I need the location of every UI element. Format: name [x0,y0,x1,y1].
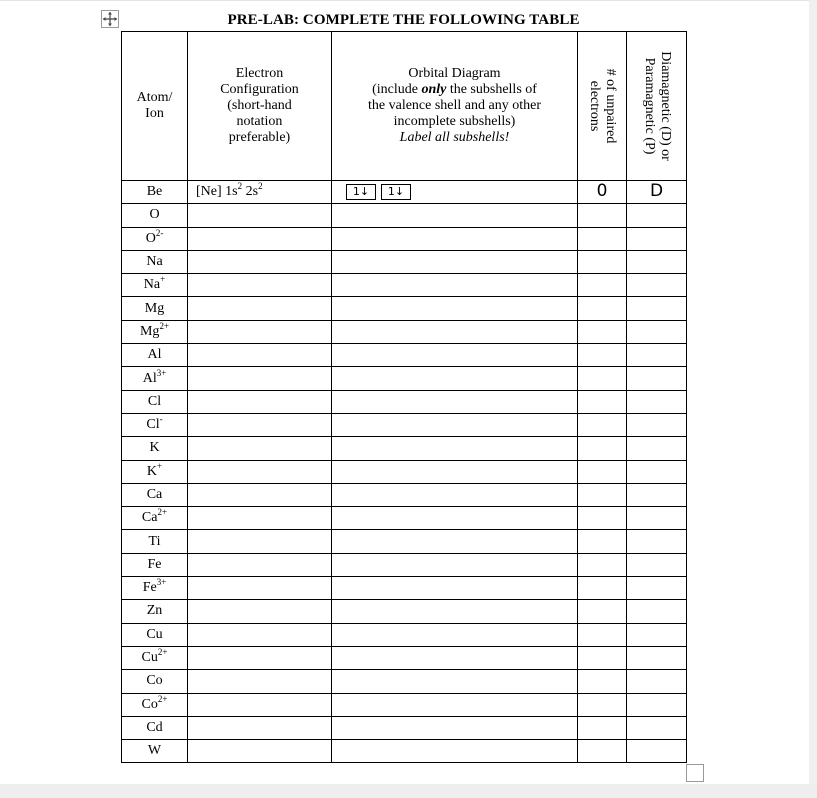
config-text: 2s [242,184,259,200]
electron-configuration-cell[interactable] [188,390,332,413]
atom-symbol: Mg [144,300,165,316]
header-orbital-text: the subshells of [446,82,537,97]
atom-ion-cell [122,297,188,320]
unpaired-electrons-cell[interactable] [578,204,627,227]
table-resize-handle[interactable] [686,764,704,782]
table-row [122,740,687,763]
table-row [122,437,687,460]
ion-charge: + [160,274,166,285]
atom-ion-cell [122,274,188,297]
atom-ion-cell [122,646,188,669]
table-row [122,204,687,227]
header-atom-ion [122,32,188,181]
header-config-line: notation [236,114,283,129]
orbital-diagram-cell[interactable] [332,600,578,623]
ion-charge: 2+ [157,693,168,704]
table-row [122,577,687,600]
electron-configuration-cell[interactable] [188,367,332,390]
magnetic-cell[interactable] [627,367,687,390]
magnetic-cell[interactable] [627,320,687,343]
header-orbital-line [332,82,577,98]
table-row [122,553,687,576]
atom-ion-cell [122,600,188,623]
ion-charge: 2- [155,227,164,238]
header-magnetic-line: Paramagnetic (P) [641,57,657,155]
unpaired-electrons-cell[interactable] [578,507,627,530]
magnetic-cell[interactable] [627,716,687,739]
magnetic-cell[interactable] [627,413,687,436]
magnetic-cell[interactable] [627,181,687,204]
orbital-diagram-cell[interactable] [332,227,578,250]
atom-symbol: K [149,440,160,456]
orbital-diagram-cell[interactable] [332,577,578,600]
table-move-handle-icon[interactable] [101,10,119,28]
magnetic-cell[interactable] [627,600,687,623]
magnetic-cell[interactable] [627,740,687,763]
unpaired-electrons-cell[interactable] [578,274,627,297]
orbital-diagram-cell[interactable] [332,623,578,646]
orbital-diagram-cell[interactable] [332,437,578,460]
electron-configuration-cell[interactable] [188,204,332,227]
orbital-diagram-cell[interactable] [332,390,578,413]
orbital-diagram-cell[interactable] [332,693,578,716]
header-unpaired-electrons [578,32,627,181]
magnetic-cell[interactable] [627,530,687,553]
orbital-diagram-cell[interactable] [332,181,578,204]
table-row [122,716,687,739]
unpaired-electrons-cell[interactable] [578,600,627,623]
orbital-diagram-cell[interactable] [332,204,578,227]
magnetic-cell[interactable] [627,390,687,413]
orbital-diagram-cell[interactable] [332,367,578,390]
table-row [122,227,687,250]
header-magnetic-line: Diamagnetic (D) or [657,51,673,161]
orbital-diagram-cell[interactable] [332,320,578,343]
electron-configuration-cell[interactable] [188,623,332,646]
electron-configuration-cell[interactable] [188,437,332,460]
atom-ion-cell [122,227,188,250]
atom-ion-cell [122,577,188,600]
electron-configuration-cell[interactable] [188,181,332,204]
unpaired-electrons-cell[interactable] [578,483,627,506]
atom-ion-cell [122,693,188,716]
electron-configuration-cell[interactable] [188,483,332,506]
table-row [122,344,687,367]
unpaired-count: 0 [596,181,608,202]
electron-configuration-cell[interactable] [188,507,332,530]
atom-ion-cell [122,670,188,693]
table-body [122,181,687,763]
electron-configuration-cell[interactable] [188,716,332,739]
unpaired-electrons-cell[interactable] [578,577,627,600]
table-row [122,181,687,204]
unpaired-electrons-cell[interactable] [578,413,627,436]
header-orbital-text: (include [372,82,422,97]
magnetic-cell[interactable] [627,437,687,460]
orbital-diagram-cell[interactable] [332,413,578,436]
atom-symbol: Al [142,370,157,386]
atom-ion-cell [122,367,188,390]
magnetic-answer: D [649,181,664,202]
prelab-table [121,31,687,763]
page-bottom-bar [0,784,817,798]
unpaired-electrons-cell[interactable] [578,670,627,693]
atom-symbol: Ti [148,533,161,549]
orbital-diagram-cell[interactable] [332,274,578,297]
table-row [122,483,687,506]
table-row [122,367,687,390]
orbital-diagram-cell[interactable] [332,740,578,763]
unpaired-electrons-cell[interactable] [578,623,627,646]
table-row [122,693,687,716]
electron-configuration-cell[interactable] [188,553,332,576]
config-text: [Ne] 1s [196,184,238,200]
magnetic-cell[interactable] [627,507,687,530]
ion-charge: + [157,460,163,471]
orbital-diagram-cell[interactable] [332,646,578,669]
header-config-line: Electron [235,66,284,81]
orbital-diagram-cell[interactable] [332,460,578,483]
atom-symbol: Fe [142,580,157,596]
electron-configuration-cell[interactable] [188,693,332,716]
magnetic-cell[interactable] [627,623,687,646]
atom-symbol: Mg [139,323,160,339]
table-row [122,274,687,297]
magnetic-cell[interactable] [627,460,687,483]
electron-configuration-cell[interactable] [188,460,332,483]
header-unpaired-text [586,69,618,144]
header-atom-line2: Ion [145,106,164,121]
table-row [122,413,687,436]
atom-ion-cell [122,507,188,530]
atom-ion-cell [122,623,188,646]
atom-symbol: Fe [147,556,162,572]
magnetic-cell[interactable] [627,250,687,273]
unpaired-electrons-cell[interactable] [578,530,627,553]
orbital-diagram-cell[interactable] [332,716,578,739]
unpaired-electrons-cell[interactable] [578,646,627,669]
orbital-box: 1↓ [346,184,376,200]
atom-symbol: Co [146,673,163,689]
unpaired-electrons-cell[interactable] [578,740,627,763]
atom-symbol: Cl [146,417,160,433]
electron-configuration-cell[interactable] [188,600,332,623]
atom-symbol: O [145,230,156,246]
header-config-line: Configuration [220,82,299,97]
electron-configuration-cell[interactable] [188,740,332,763]
unpaired-electrons-cell[interactable] [578,716,627,739]
table-row [122,646,687,669]
atom-symbol: Cu [141,650,158,666]
atom-symbol: K [146,463,158,479]
magnetic-cell[interactable] [627,297,687,320]
table-row [122,297,687,320]
magnetic-cell[interactable] [627,227,687,250]
electron-configuration-cell[interactable] [188,530,332,553]
magnetic-cell[interactable] [627,344,687,367]
ion-charge: 3+ [156,367,167,378]
header-magnetic [627,32,687,181]
electron-configuration-cell[interactable] [188,227,332,250]
atom-symbol: Ca [146,487,163,502]
header-electron-configuration [188,32,332,181]
unpaired-electrons-cell[interactable] [578,553,627,576]
table-row [122,390,687,413]
magnetic-cell[interactable] [627,646,687,669]
electron-configuration-cell[interactable] [188,250,332,273]
header-config-line: preferable) [228,130,291,145]
electron-configuration-cell[interactable] [188,344,332,367]
atom-ion-cell [122,483,188,506]
atom-ion-cell [122,716,188,739]
atom-symbol: Ca [141,510,158,526]
electron-configuration-cell[interactable] [188,320,332,343]
atom-ion-cell [122,204,188,227]
magnetic-cell[interactable] [627,577,687,600]
table-row [122,460,687,483]
magnetic-cell[interactable] [627,670,687,693]
page-right-edge [809,0,817,798]
table-row [122,623,687,646]
atom-symbol: Co [141,696,158,712]
electron-configuration-cell[interactable] [188,274,332,297]
unpaired-electrons-cell[interactable] [578,297,627,320]
atom-ion-cell [122,250,188,273]
magnetic-cell[interactable] [627,483,687,506]
header-unpaired-line: # of unpaired [603,68,618,144]
header-row [122,32,687,181]
unpaired-electrons-cell[interactable] [578,390,627,413]
header-orbital-emphasis: only [421,82,447,97]
atom-symbol: W [147,743,162,759]
electron-configuration-cell[interactable] [188,297,332,320]
atom-symbol: O [149,207,160,223]
atom-symbol: Al [147,347,162,363]
orbital-diagram-cell[interactable] [332,530,578,553]
atom-symbol: Na [146,254,163,270]
atom-ion-cell [122,460,188,483]
table-row [122,670,687,693]
table-row [122,250,687,273]
unpaired-electrons-cell[interactable] [578,437,627,460]
header-magnetic-text [641,51,673,161]
orbital-box: 1↓ [381,184,411,200]
orbital-diagram-cell[interactable] [332,670,578,693]
magnetic-cell[interactable] [627,693,687,716]
header-orbital-line: incomplete subshells) [393,114,516,129]
page-top-edge [0,0,817,1]
header-config-line: (short-hand [227,98,292,113]
header-orbital-line: Orbital Diagram [408,66,501,81]
orbital-diagram-cell[interactable] [332,507,578,530]
orbital-diagram-cell[interactable] [332,344,578,367]
atom-ion-cell [122,390,188,413]
header-orbital-line: Label all subshells! [399,130,510,145]
atom-symbol: Cd [146,719,163,735]
atom-ion-cell [122,530,188,553]
config-exponent: 2 [237,181,243,192]
table-row [122,320,687,343]
atom-ion-cell [122,344,188,367]
electron-configuration-cell[interactable] [188,413,332,436]
atom-ion-cell [122,320,188,343]
atom-symbol: Zn [146,603,163,619]
electron-configuration-cell[interactable] [188,577,332,600]
header-orbital-diagram [332,32,578,181]
ion-charge: 2+ [157,507,168,518]
unpaired-electrons-cell[interactable] [578,367,627,390]
page-title: PRE-LAB: COMPLETE THE FOLLOWING TABLE [227,12,580,28]
atom-symbol: Na [143,277,161,293]
ion-charge: 2+ [157,647,168,658]
magnetic-cell[interactable] [627,274,687,297]
atom-symbol: Cu [146,626,163,642]
atom-symbol: Cl [147,393,162,409]
table-row [122,530,687,553]
atom-symbol: Be [146,184,163,200]
header-orbital-line: the valence shell and any other [368,98,541,113]
unpaired-electrons-cell[interactable] [578,320,627,343]
atom-ion-cell [122,553,188,576]
atom-ion-cell [122,740,188,763]
orbital-diagram-cell[interactable] [332,553,578,576]
orbital-diagram-cell[interactable] [332,483,578,506]
unpaired-electrons-cell[interactable] [578,344,627,367]
config-exponent: 2 [258,181,263,192]
table-row [122,507,687,530]
ion-charge: 3+ [156,577,167,588]
ion-charge: - [159,414,163,425]
atom-ion-cell [122,437,188,460]
header-atom-line1: Atom/ [136,90,173,105]
unpaired-electrons-cell[interactable] [578,181,627,204]
atom-ion-cell [122,413,188,436]
unpaired-electrons-cell[interactable] [578,227,627,250]
unpaired-electrons-cell[interactable] [578,460,627,483]
electron-configuration-cell[interactable] [188,670,332,693]
orbital-diagram-cell[interactable] [332,250,578,273]
unpaired-electrons-cell[interactable] [578,693,627,716]
electron-configuration-cell[interactable] [188,646,332,669]
magnetic-cell[interactable] [627,204,687,227]
table-row [122,600,687,623]
orbital-diagram-cell[interactable] [332,297,578,320]
ion-charge: 2+ [159,320,170,331]
atom-ion-cell [122,181,188,204]
header-unpaired-line: electrons [587,80,602,132]
unpaired-electrons-cell[interactable] [578,250,627,273]
magnetic-cell[interactable] [627,553,687,576]
